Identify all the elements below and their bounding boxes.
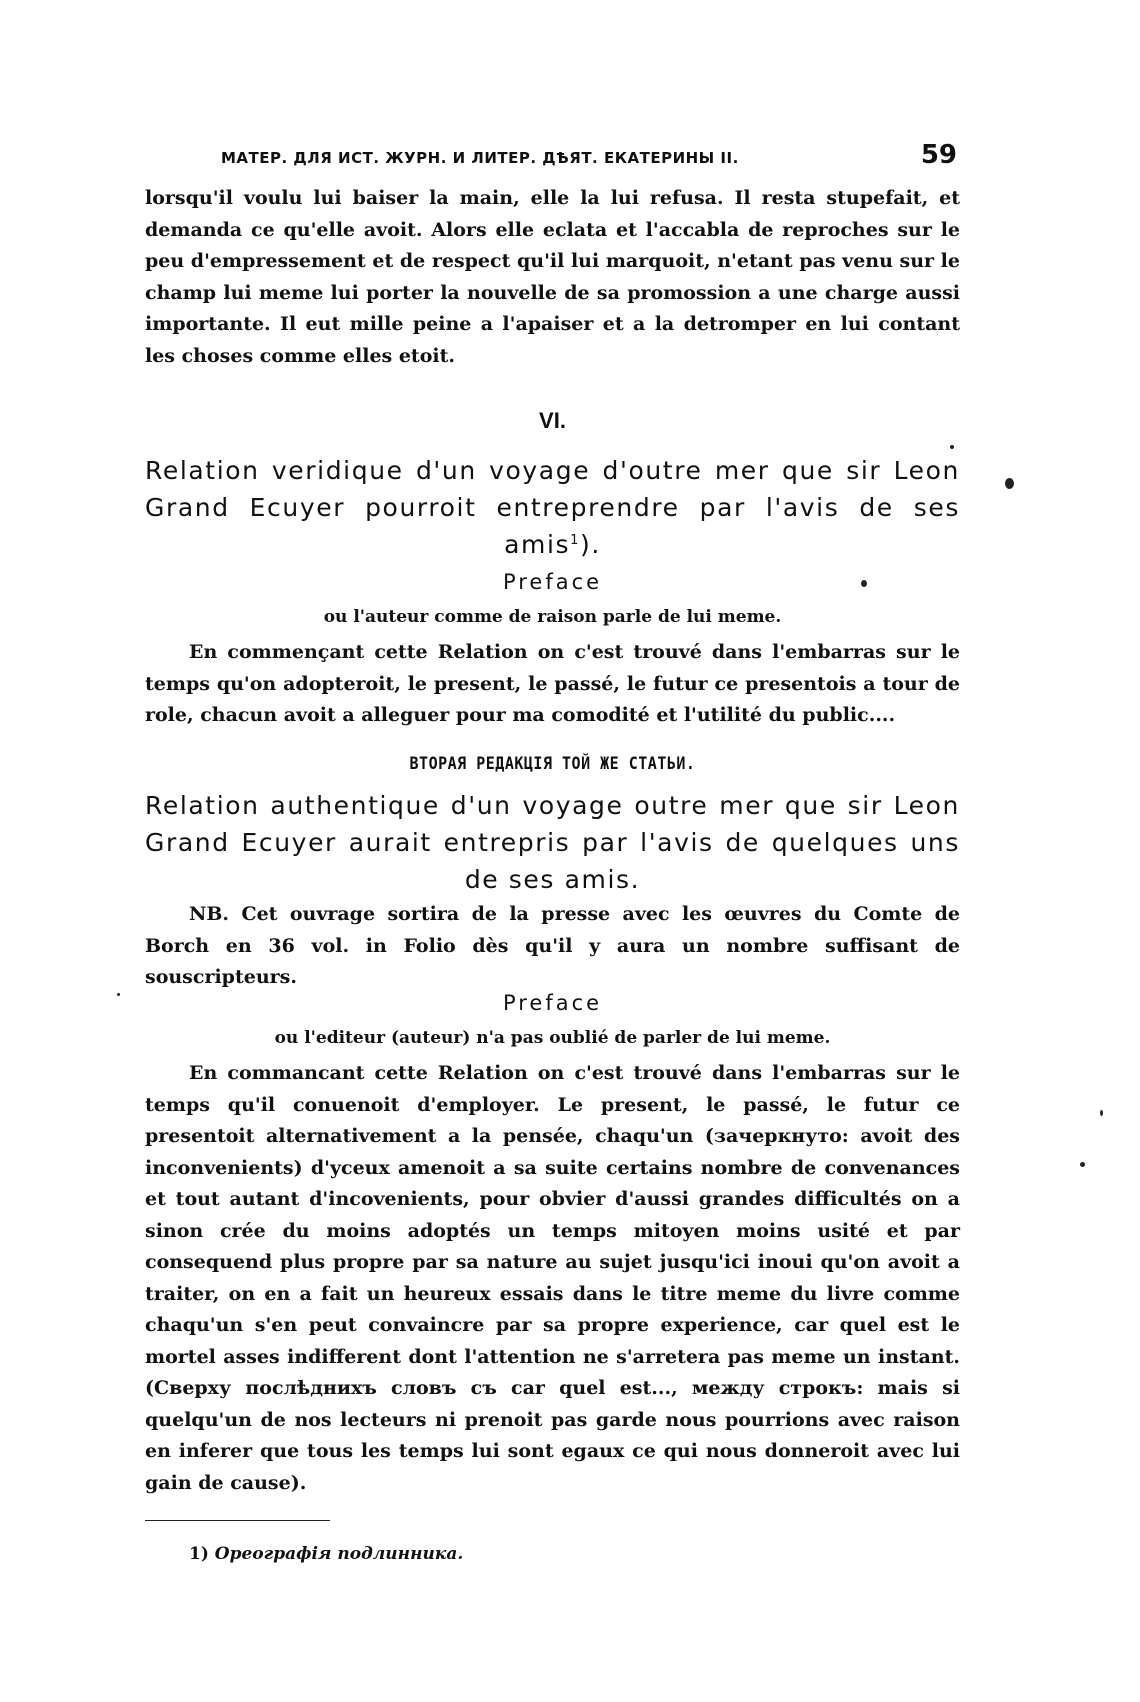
- second-edition-title: Relation authentique d'un voyage outre mer que sir Leon Grand Ecuyer aurait entrepris par l'avis de quelques uns de ses amis.: [145, 791, 960, 894]
- first-preface-paragraph: En commençant cette Relation on c'est trouvé dans l'embarras sur le temps qu'on adopteroit, le present, le passé, le futur ce presentois a tour de role, chacun avoit a alleguer pour ma comodité et l'utilité du public....: [145, 641, 960, 726]
- page-header: [221, 140, 961, 170]
- footnote-reference[interactable]: 1: [570, 533, 580, 548]
- page-number: 59: [920, 140, 957, 170]
- second-preface-heading: Preface: [502, 991, 603, 1015]
- section-title-text: Relation veridique d'un voyage d'outre mer que sir Leon Grand Ecuyer pourroit entreprendre par l'avis de ses amis: [145, 456, 960, 559]
- first-preface-heading: Preface: [502, 570, 603, 594]
- print-speck: [1100, 1110, 1103, 1116]
- second-preface-subheading: ou l'editeur (auteur) n'a pas oublié de parler de lui meme.: [274, 1028, 831, 1048]
- print-speck: [1080, 1162, 1085, 1167]
- print-speck: [117, 993, 120, 996]
- second-preface-paragraph: En commancant cette Relation on c'est trouvé dans l'embarras sur le temps qu'il conuenoit d'employer. Le present, le passé, le futur ce presentoit alternativement a la pensée, chaqu'un (зачеркнуто: avoit des inconvenients) d'yceux amenoit a sa suite certains nombre de convenances et tout autant d'incovenients, pour obvier d'aussi grandes difficultés on a sinon crée du moins adoptés un temps mitoyen moins usité et par consequend plus propre par sa nature au sujet jusqu'ici inoui qu'on avoit a traiter, on en a fait un heureux essais dans le titre meme du livre comme chaqu'un s'en peut convaincre par sa propre experience, car quel est le mortel asses indifferent dont l'attention ne s'arretera pas meme un instant. (Сверху послѣднихъ словъ съ car quel est..., между строкъ: mais si quelqu'un de nos lecteurs ni prenoit pas garde nous pourrions avec raison en inferer que tous les temps lui sont egaux ce qui nous donneroit avec lui gain de cause).: [145, 1062, 960, 1494]
- footnote-text: Ореографія подлинника.: [214, 1544, 464, 1564]
- opening-paragraph: lorsqu'il voulu lui baiser la main, elle la lui refusa. Il resta stupefait, et demanda ce qu'elle avoit. Alors elle eclata et l'accabla de reproches sur le peu d'empressement et de respect qu'il lui marquoit, n'etant pas venu sur le champ lui meme lui porter la nouvelle de sa promossion a une charge aussi importante. Il eut mille peine a l'apaiser et a la detromper en lui contant les choses comme elles etoit.: [145, 187, 960, 367]
- print-speck: [950, 445, 954, 449]
- running-head: МАТЕР. ДЛЯ ИСТ. ЖУРН. И ЛИТЕР. ДѢЯТ. ЕКАТЕРИНЫ II.: [221, 149, 739, 167]
- second-edition-note: NB. Cet ouvrage sortira de la presse avec les œuvres du Comte de Borch en 36 vol. in Folio dès qu'il y aura un nombre suffisant de souscripteurs.: [145, 903, 960, 988]
- second-edition-label: ВТОРАЯ РЕДАКЦІЯ ТОЙ ЖЕ СТАТЬИ.: [409, 752, 696, 774]
- book-page: [145, 0, 960, 1702]
- section-title-suffix: ).: [580, 530, 601, 559]
- section-numeral: VI.: [539, 408, 566, 433]
- first-preface-subheading: ou l'auteur comme de raison parle de lui meme.: [323, 607, 782, 627]
- print-speck: [861, 580, 867, 587]
- print-speck: [1005, 478, 1014, 489]
- footnote-marker: 1): [189, 1544, 209, 1564]
- section-title: [145, 452, 960, 563]
- footnote-divider: [145, 1520, 330, 1521]
- footnote: [189, 1544, 463, 1564]
